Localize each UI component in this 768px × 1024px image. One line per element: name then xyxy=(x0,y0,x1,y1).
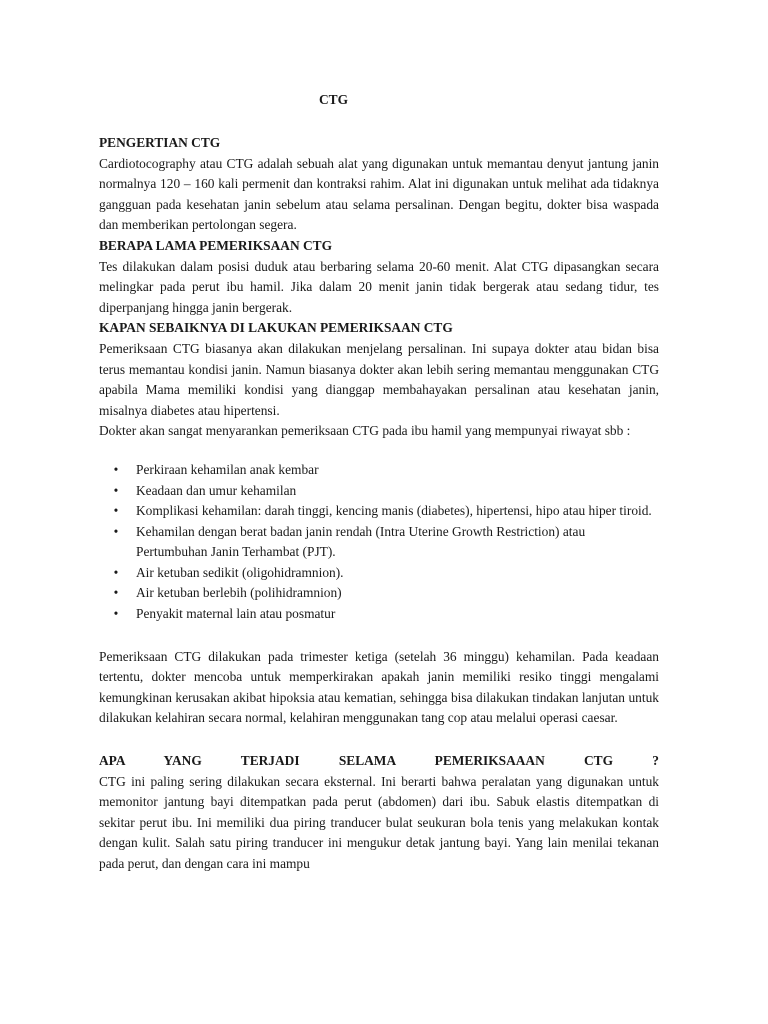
bullet-icon: • xyxy=(113,482,119,498)
bullet-icon: • xyxy=(113,523,119,539)
bullet-icon: • xyxy=(113,606,119,622)
section-paragraph: CTG ini paling sering dilakukan secara eksternal. Ini berarti bahwa peralatan yang digunakan untuk memonitor jantung bayi ditempatkan pada perut (abdomen) dari ibu. Sabuk elastis ditempatkan di sekitar perut ibu. Ini memiliki dua piring tranducer bulat seukuran bola tenis yang melakukan kontak dengan kulit. Salah satu piring tranducer ini mengukur detak jantung bayi. Yang lain menilai tekanan pada perut, dan dengan cara ini mampu xyxy=(99,773,659,871)
bullet-icon: • xyxy=(113,585,119,601)
paragraph-spacer xyxy=(99,729,659,751)
list-item-text: Keadaan dan umur kehamilan xyxy=(136,482,297,498)
list-item xyxy=(99,501,659,522)
section-heading-kapan: KAPAN SEBAIKNYA DI LAKUKAN PEMERIKSAAN CTG xyxy=(99,320,453,336)
list-item-text: Perkiraan kehamilan anak kembar xyxy=(136,461,319,477)
list-item xyxy=(99,481,659,502)
document-title: CTG xyxy=(319,92,349,107)
bullet-icon: • xyxy=(113,503,119,519)
list-item xyxy=(99,563,659,584)
bullet-icon: • xyxy=(113,564,119,580)
section-heading-apa-yang-terjadi: APA YANG TERJADI SELAMA PEMERIKSAAAN CTG ? xyxy=(99,753,659,769)
list-item-text: Air ketuban berlebih (polihidramnion) xyxy=(136,585,342,601)
section-paragraph: Dokter akan sangat menyarankan pemeriksaan CTG pada ibu hamil yang mempunyai riwayat sbb : xyxy=(99,423,631,439)
list-item xyxy=(99,522,659,563)
list-item-text: Penyakit maternal lain atau posmatur xyxy=(136,606,336,622)
section-paragraph: Cardiotocography atau CTG adalah sebuah alat yang digunakan untuk memantau denyut jantung janin normalnya 120 – 160 kali permenit dan kontraksi rahim. Alat ini digunakan untuk melihat ada tidaknya gangguan pada kesehatan janin sebelum atau selama persalinan. Dengan begitu, dokter bisa waspada dan memberikan pertolongan segera. xyxy=(99,155,659,233)
list-item xyxy=(99,583,659,604)
section-paragraph: Pemeriksaan CTG biasanya akan dilakukan menjelang persalinan. Ini supaya dokter atau bidan bisa terus memantau kondisi janin. Namun biasanya dokter akan lebih sering memantau menggunakan CTG apabila Mama memiliki kondisi yang dianggap membahayakan persalinan atau kesehatan janin, misalnya diabetes atau hipertensi. xyxy=(99,340,659,418)
list-item-text: Kehamilan dengan berat badan janin rendah (Intra Uterine Growth Restriction) atau Pertumbuhan Janin Terhambat (PJT). xyxy=(136,523,586,560)
section-heading-berapa-lama: BERAPA LAMA PEMERIKSAAN CTG xyxy=(99,237,332,253)
list-item xyxy=(99,460,659,481)
section-paragraph: Pemeriksaan CTG dilakukan pada trimester ketiga (setelah 36 minggu) kehamilan. Pada keadaan tertentu, dokter mencoba untuk memperkirakan apakah janin memiliki resiko tinggi mengalami kemungkinan kerusakan akibat hipoksia atau kematian, sehingga bisa dilakukan tindakan lanjutan untuk dilakukan kelahiran secara normal, kelahiran menggunakan tang cop atau melalui operasi caesar. xyxy=(99,648,659,726)
section-paragraph: Tes dilakukan dalam posisi duduk atau berbaring selama 20-60 menit. Alat CTG dipasangkan secara melingkar pada perut ibu hamil. Jika dalam 20 menit janin tidak bergerak atau sedang tidur, tes diperpanjang hingga janin bergerak. xyxy=(99,258,659,315)
document-body xyxy=(99,90,659,875)
list-item-text: Komplikasi kehamilan: darah tinggi, kencing manis (diabetes), hipertensi, hipo atau hiper tiroid. xyxy=(136,503,652,519)
list-item-text: Air ketuban sedikit (oligohidramnion). xyxy=(136,564,344,580)
bullet-icon: • xyxy=(113,461,119,477)
risk-history-list xyxy=(99,460,659,625)
list-item xyxy=(99,604,659,625)
section-heading-pengertian: PENGERTIAN CTG xyxy=(99,135,221,150)
